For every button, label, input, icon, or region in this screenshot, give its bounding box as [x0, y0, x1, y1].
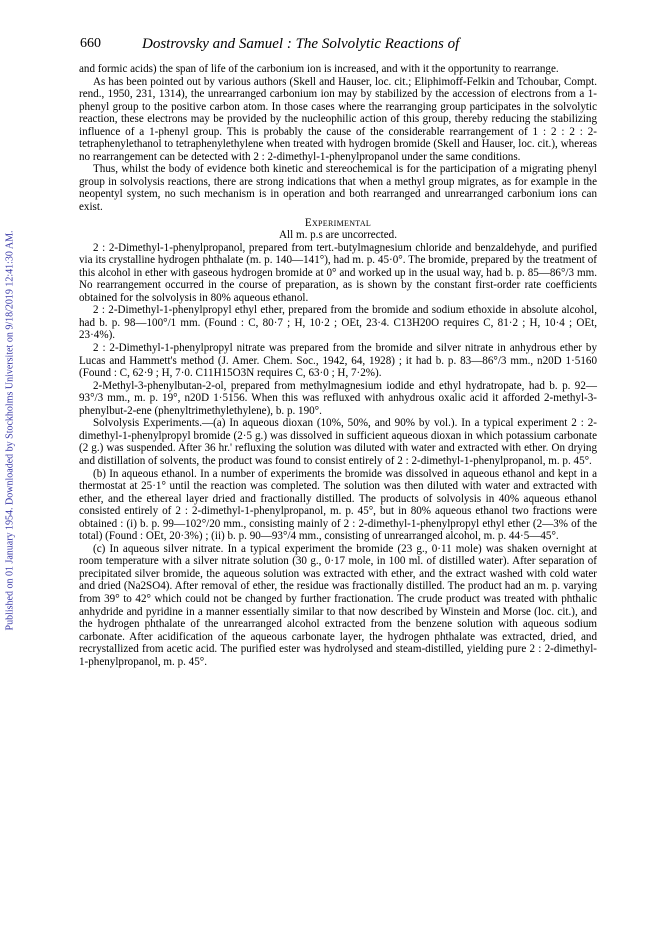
paragraph-5: 2 : 2-Dimethyl-1-phenylpropyl ethyl ether, prepared from the bromide and sodium ethoxide in absolute alcohol, had b. p. 98—100°/1 mm. (Found : C, 80·7 ; H, 10·2 ; OEt, 23·4. C13H20O requires C, 81·2 ; H, 10·4 ; OEt, 23·4%).	[79, 304, 597, 342]
download-watermark	[3, 30, 17, 830]
running-title: Dostrovsky and Samuel : The Solvolytic Reactions of	[142, 36, 460, 52]
section-note: All m. p.s are uncorrected.	[279, 229, 397, 242]
page-header	[80, 36, 600, 52]
paragraph-10: (c) In aqueous silver nitrate. In a typical experiment the bromide (23 g., 0·11 mole) was shaken overnight at room temperature with a silver nitrate solution (30 g., 0·17 mole, in 100 ml. of distilled water). After separation of precipitated silver bromide, the aqueous solution was extracted with ether, and the extract washed with cold water and dried (Na2SO4). After removal of ether, the residue was fractionally distilled. The product had an m. p. varying from 39° to 42° which could not be changed by further fractionation. The crude product was treated with phthalic anhydride and pyridine in a manner essentially similar to that now described by Winstein and Morse (loc. cit.), and the hydrogen phthalate of the unrearranged alcohol extracted from the benzene solution with aqueous sodium carbonate. After acidification of the aqueous carbonate layer, the hydrogen phthalate was extracted, dried, and recrystallized from acetic acid. The purified ester was hydrolysed and steam-distilled, yielding pure 2 : 2-dimethyl-1-phenylpropanol, m. p. 45°.	[79, 542, 597, 668]
paragraph-7: 2-Methyl-3-phenylbutan-2-ol, prepared from methylmagnesium iodide and ethyl hydratropate, had b. p. 92—93°/3 mm., m. p. 19°, n20D 1·5156. When this was refluxed with anhydrous oxalic acid it afforded 2-methyl-3-phenylbut-2-ene (phenyltrimethylethylene), b. p. 190°.	[79, 379, 597, 417]
paragraph-2: As has been pointed out by various authors (Skell and Hauser, loc. cit.; Eliphimoff-Felkin and Tchoubar, Compt. rend., 1950, 231, 1314), the unrearranged carbonium ion may by stabilized by the accession of electrons from a 1-phenyl group to the positive carbon atom. In those cases where the rearranging group participates in the solvolytic reaction, these electrons may be provided by the nucleophilic action of this group, thereby reducing the stabilizing influence of a 1-phenyl group. This is probably the cause of the considerable rearrangement of 1 : 2 : 2 : 2-tetraphenylethanol to tetraphenylethylene when treated with hydrogen bromide (Skell and Hauser, loc. cit.), whereas no rearrangement can be detected with 2 : 2-dimethyl-1-phenylpropanol under the same conditions.	[79, 75, 597, 163]
paragraph-4: 2 : 2-Dimethyl-1-phenylpropanol, prepared from tert.-butylmagnesium chloride and benzaldehyde, and purified via its crystalline hydrogen phthalate (m. p. 140—141°), had m. p. 45·0°. The bromide, prepared by the treatment of this alcohol in ether with gaseous hydrogen bromide at 0° and worked up in the usual way, had b. p. 85—86°/3 mm. No rearrangement occurred in the course of preparation, as is shown by the constant first-order rate coefficients obtained for the solvolysis in 80% aqueous ethanol.	[79, 241, 597, 304]
article-body	[79, 63, 597, 668]
watermark-text: Published on 01 January 1954. Downloaded by Stockholms Universitet on 9/18/2019 12:41:30 AM.	[4, 230, 16, 630]
section-heading: Experimental	[304, 216, 372, 229]
paragraph-6: 2 : 2-Dimethyl-1-phenylpropyl nitrate was prepared from the bromide and silver nitrate in anhydrous ether by Lucas and Hammett's method (J. Amer. Chem. Soc., 1942, 64, 1928) ; it had b. p. 83—86°/3 mm., n20D 1·5160 (Found : C, 62·9 ; H, 7·0. C11H15O3N requires C, 63·0 ; H, 7·2%).	[79, 342, 597, 380]
paragraph-1: and formic acids) the span of life of the carbonium ion is increased, and with it the opportunity to rearrange.	[79, 63, 559, 75]
page-number: 660	[80, 36, 101, 51]
paragraph-8: Solvolysis Experiments.—(a) In aqueous dioxan (10%, 50%, and 90% by vol.). In a typical experiment 2 : 2-dimethyl-1-phenylpropyl bromide (2·5 g.) was dissolved in sufficient aqueous dioxan in which potassium carbonate (2 g.) was suspended. After 36 hr.' refluxing the solution was diluted with water and extracted with ether. On drying and distillation of solvents, the product was found to consist entirely of 2 : 2-dimethyl-1-phenylpropanol, m. p. 45°.	[79, 417, 597, 467]
paragraph-3: Thus, whilst the body of evidence both kinetic and stereochemical is for the participation of a migrating phenyl group in solvolysis reactions, there are strong indications that when a methyl group migrates, as for example in the neopentyl system, no such mechanism is in operation and both rearranged and unrearranged carbonium ions can exist.	[79, 163, 597, 214]
paragraph-9: (b) In aqueous ethanol. In a number of experiments the bromide was dissolved in aqueous ethanol and kept in a thermostat at 25·1° until the reaction was completed. The solution was then diluted with water and extracted with ether, and the ethereal layer dried and fractionally distilled. The products of solvolysis in 40% aqueous ethanol consisted entirely of 2 : 2-dimethyl-1-phenylpropanol, m. p. 45°, but in 80% aqueous ethanol two fractions were obtained : (i) b. p. 99—102°/20 mm., consisting mainly of 2 : 2-dimethyl-1-phenylpropyl ethyl ether (2—3% of the total) (Found : OEt, 20·3%) ; (ii) b. p. 90—93°/4 mm., consisting of unrearranged alcohol, m. p. 44·5—45°.	[79, 467, 597, 543]
